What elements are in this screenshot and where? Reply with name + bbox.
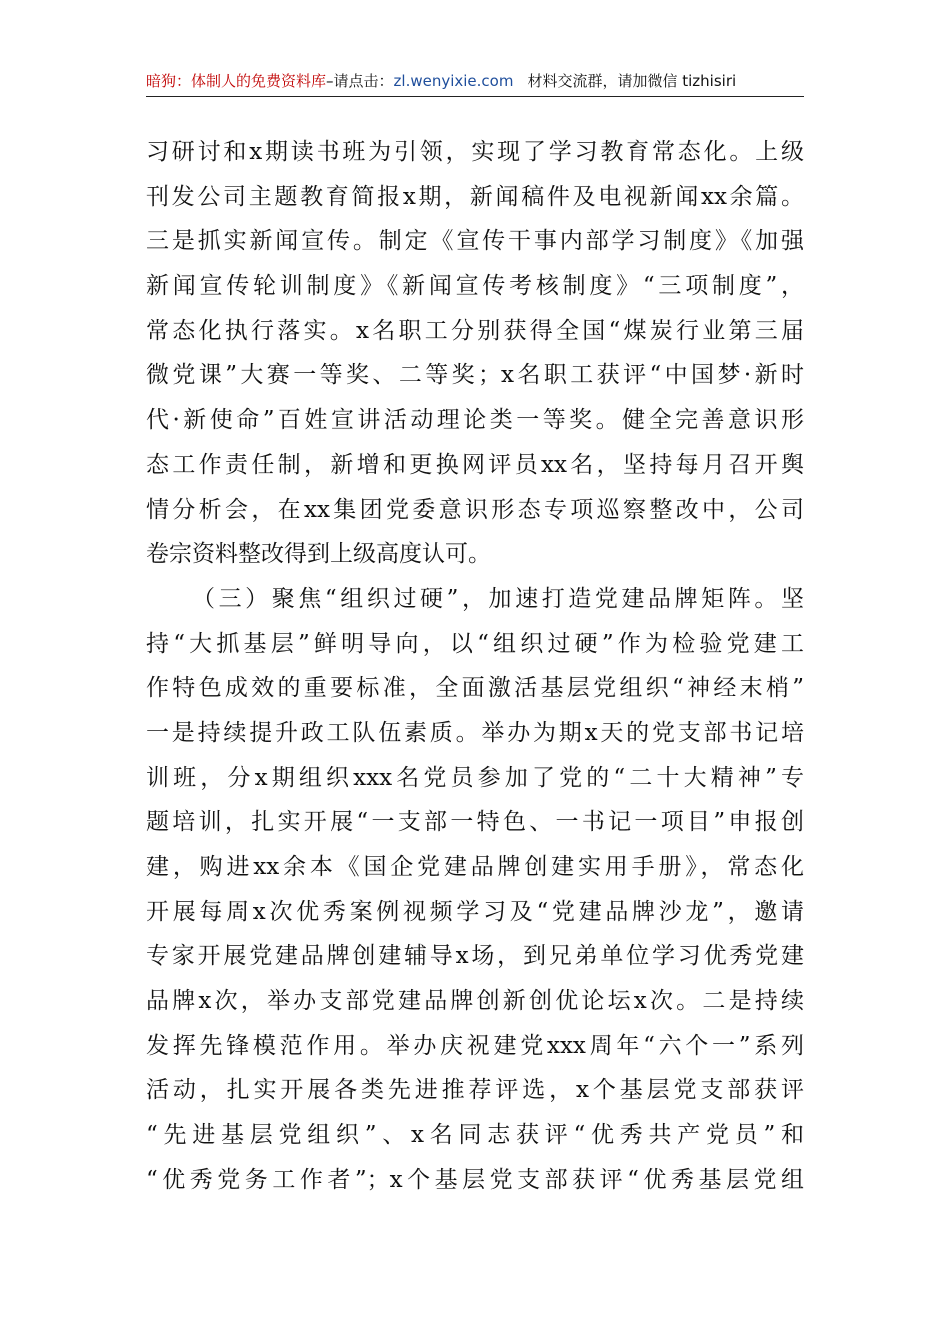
body-line: 卷宗资料整改得到上级高度认可。	[146, 541, 491, 568]
body-line: 品牌x次，举办支部党建品牌创新创优论坛x次。二是持续	[146, 988, 804, 1015]
body-line: “优秀党务工作者”；x个基层党支部获评“优秀基层党组	[146, 1166, 804, 1193]
body-line: 训班，分x期组织xxx名党员参加了党的“二十大精神”专	[146, 764, 804, 791]
body-line: 常态化执行落实。x名职工分别获得全国“煤炭行业第三届	[146, 317, 804, 344]
header-click-prompt: –请点击：	[326, 72, 394, 90]
body-line: 活动，扎实开展各类先进推荐评选，x个基层党支部获评	[146, 1077, 804, 1104]
body-line: 习研讨和x期读书班为引领，实现了学习教育常态化。上级	[146, 139, 804, 165]
document-body	[146, 130, 804, 1203]
body-line: 作特色成效的重要标准，全面激活基层党组织“神经末梢”	[146, 675, 804, 702]
body-line: 情分析会，在xx集团党委意识形态专项巡察整改中，公司	[146, 496, 804, 523]
body-line: 三是抓实新闻宣传。制定《宣传干事内部学习制度》《加强	[146, 228, 804, 255]
body-line: 态工作责任制，新增和更换网评员xx名，坚持每月召开舆	[146, 451, 804, 478]
page-header	[146, 70, 804, 97]
header-group-note: 材料交流群，请加微信 tizhisiri	[527, 72, 737, 90]
section-heading-line: （三）聚焦“组织过硬”，加速打造党建品牌矩阵。坚	[192, 585, 804, 612]
header-url-link[interactable]: zl.wenyixie.com	[393, 72, 514, 90]
body-line: 题培训，扎实开展“一支部一特色、一书记一项目”申报创	[146, 809, 804, 836]
body-line: 代·新使命”百姓宣讲活动理论类一等奖。健全完善意识形	[146, 407, 804, 434]
body-line: 开展每周x次优秀案例视频学习及“党建品牌沙龙”，邀请	[146, 898, 804, 925]
header-site-name: 暗狗：体制人的免费资料库	[146, 72, 327, 90]
body-line: 刊发公司主题教育简报x期，新闻稿件及电视新闻xx余篇。	[146, 183, 804, 210]
body-line: 发挥先锋模范作用。举办庆祝建党xxx周年“六个一”系列	[146, 1032, 804, 1059]
body-line: “先进基层党组织”、x名同志获评“优秀共产党员”和	[146, 1122, 804, 1149]
body-line: 新闻宣传轮训制度》《新闻宣传考核制度》“三项制度”，	[146, 273, 804, 300]
body-line: 一是持续提升政工队伍素质。举办为期x天的党支部书记培	[146, 719, 804, 746]
body-line: 建，购进xx余本《国企党建品牌创建实用手册》，常态化	[146, 854, 804, 880]
body-line: 微党课”大赛一等奖、二等奖；x名职工获评“中国梦·新时	[146, 362, 804, 389]
body-line: 专家开展党建品牌创建辅导x场，到兄弟单位学习优秀党建	[146, 943, 804, 970]
body-line: 持“大抓基层”鲜明导向，以“组织过硬”作为检验党建工	[146, 630, 804, 657]
